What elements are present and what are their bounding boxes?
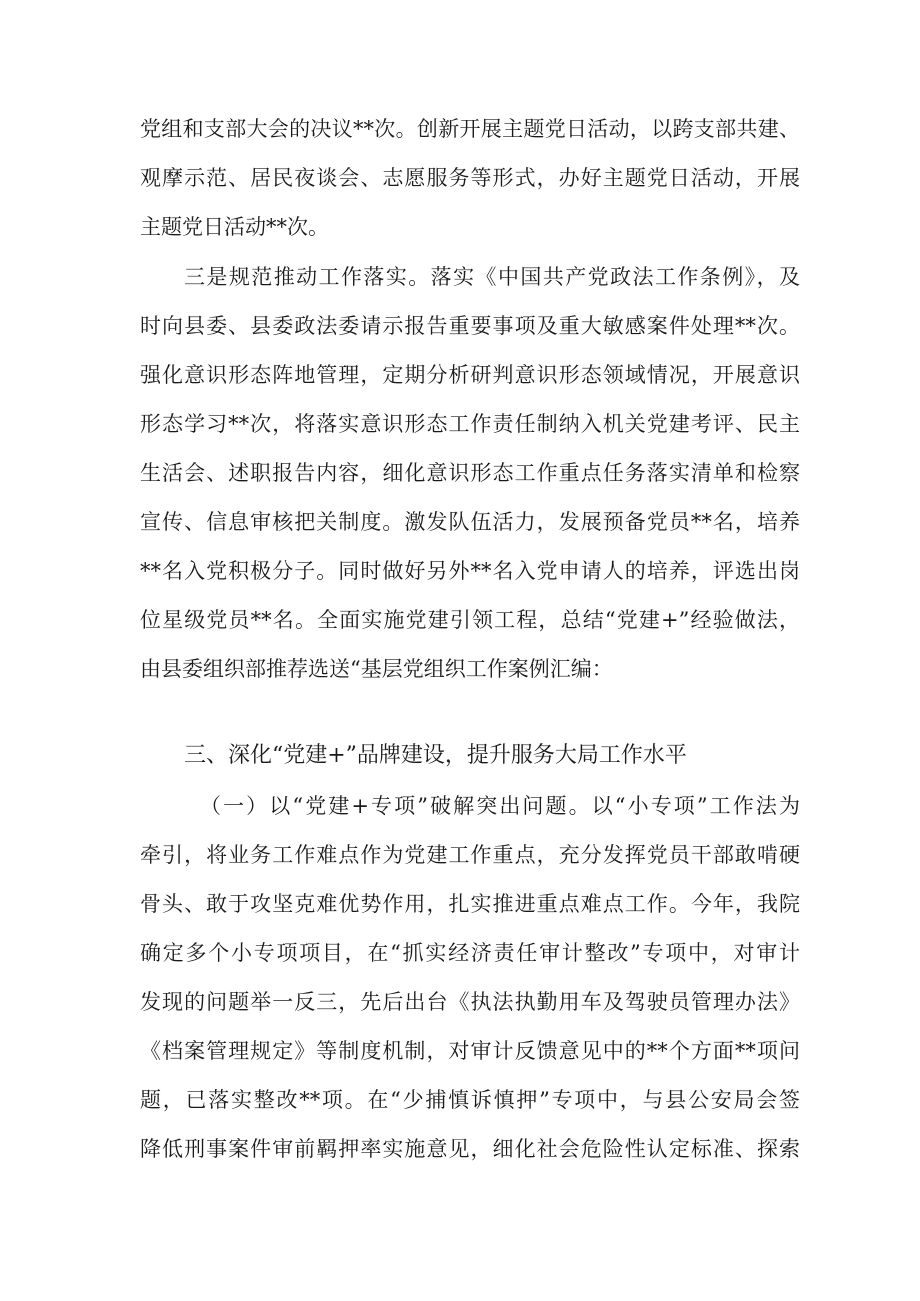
paragraph-2-line-2: 时向县委、县委政法委请示报告重要事项及重大敏感案件处理**次。 <box>140 314 800 338</box>
paragraph-3-line-8: 降低刑事案件审前羁押率实施意见，细化社会危险性认定标准、探索 <box>140 1137 800 1161</box>
paragraph-3-line-5: 发现的问题举一反三，先后出台《执法执勤用车及驾驶员管理办法》 <box>140 990 800 1014</box>
paragraph-2-line-8: 位星级党员**名。全面实施党建引领工程，总结“党建+”经验做法， <box>140 608 800 632</box>
paragraph-3-line-4: 确定多个小专项项目，在“抓实经济责任审计整改”专项中，对审计 <box>140 941 800 965</box>
paragraph-3-line-7: 题，已落实整改**项。在“少捕慎诉慎押”专项中，与县公安局会签 <box>140 1088 800 1112</box>
paragraph-3-line-3: 骨头、敢于攻坚克难优势作用，扎实推进重点难点工作。今年，我院 <box>140 892 800 916</box>
paragraph-2-line-6: 宣传、信息审核把关制度。激发队伍活力，发展预备党员**名，培养 <box>140 510 800 534</box>
paragraph-1-line-1: 党组和支部大会的决议**次。创新开展主题党日活动，以跨支部共建、 <box>140 117 800 141</box>
paragraph-2-line-3: 强化意识形态阵地管理，定期分析研判意识形态领域情况，开展意识 <box>140 363 800 387</box>
paragraph-1-line-3: 主题党日活动**次。 <box>140 215 329 239</box>
paragraph-2-line-9: 由县委组织部推荐选送“基层党组织工作案例汇编： <box>140 657 613 681</box>
paragraph-2-line-4: 形态学习**次，将落实意识形态工作责任制纳入机关党建考评、民主 <box>140 412 800 436</box>
section-heading: 三、深化“党建+”品牌建设，提升服务大局工作水平 <box>184 743 687 768</box>
paragraph-2-line-5: 生活会、述职报告内容，细化意识形态工作重点任务落实清单和检察 <box>140 461 800 485</box>
paragraph-3-line-6: 《档案管理规定》等制度机制，对审计反馈意见中的**个方面**项问 <box>140 1039 800 1063</box>
paragraph-1-line-2: 观摩示范、居民夜谈会、志愿服务等形式，办好主题党日活动，开展 <box>140 166 800 190</box>
paragraph-3-line-2: 牵引，将业务工作难点作为党建工作重点，充分发挥党员干部敢啃硬 <box>140 843 800 867</box>
paragraph-3-line-1: （一）以“党建+专项”破解突出问题。以“小专项”工作法为 <box>200 794 800 818</box>
paragraph-2-line-1: 三是规范推动工作落实。落实《中国共产党政法工作条例》，及 <box>184 265 800 289</box>
paragraph-2-line-7: **名入党积极分子。同时做好另外**名入党申请人的培养，评选出岗 <box>140 559 800 583</box>
